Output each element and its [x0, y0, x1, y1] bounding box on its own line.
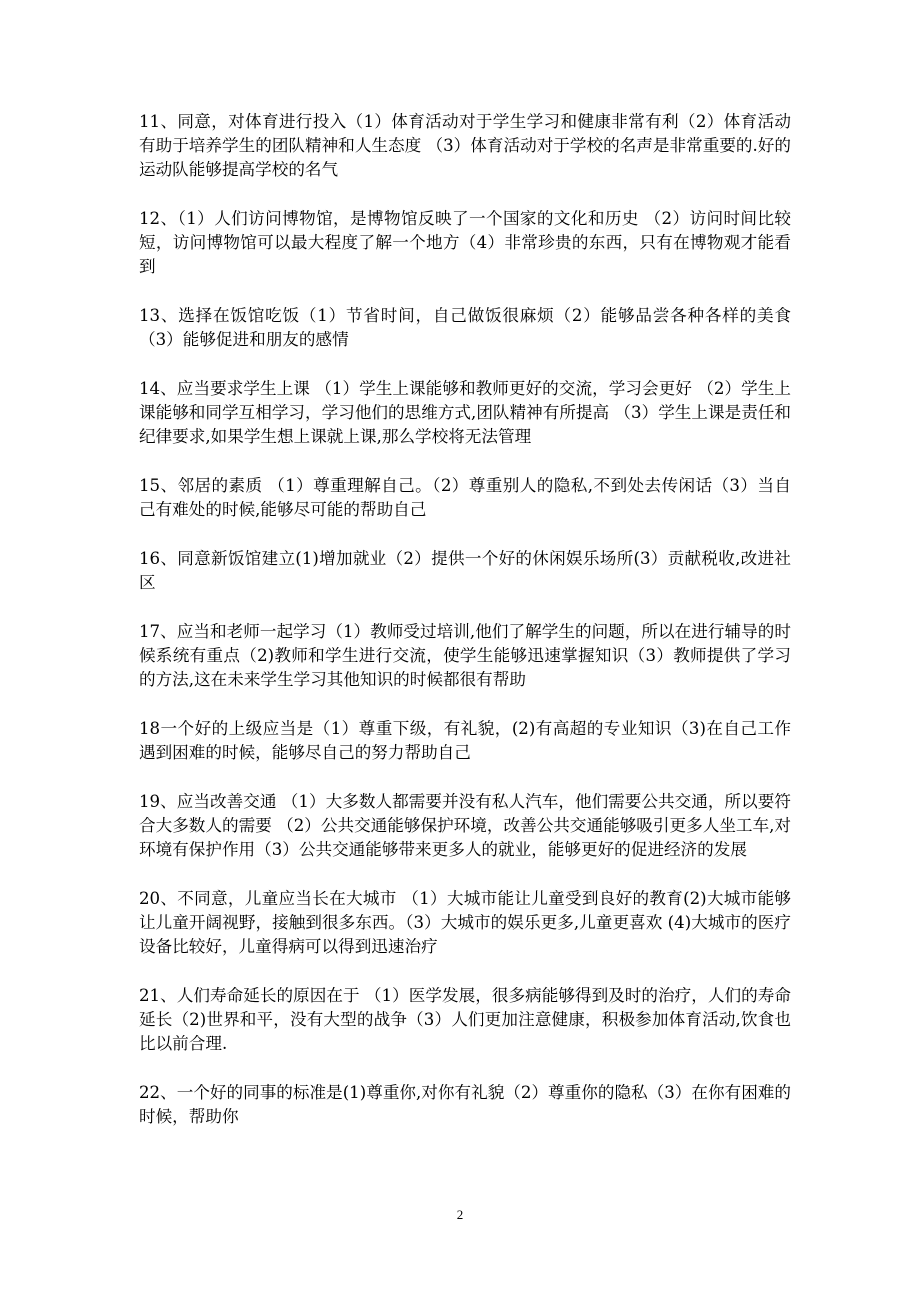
paragraph-item-12: 12、（1）人们访问博物馆，是博物馆反映了一个国家的文化和历史 （2）访问时间比较短，访问博物馆可以最大程度了解一个地方（4）非常珍贵的东西，只有在博物观才能看到	[139, 209, 791, 276]
paragraph-item-19: 19、应当改善交通 （1）大多数人都需要并没有私人汽车，他们需要公共交通，所以要符合大多数人的需要 （2）公共交通能够保护环境，改善公共交通能够吸引更多人坐工车,对环境有保护作用（3）公共交通能够带来更多人的就业，能够更好的促进经济的发展	[139, 792, 791, 859]
paragraph-item-18: 18一个好的上级应当是（1）尊重下级，有礼貌，(2)有高超的专业知识（3)在自己工作遇到困难的时候，能够尽自己的努力帮助自己	[139, 719, 791, 762]
paragraph-item-17: 17、应当和老师一起学习（1）教师受过培训,他们了解学生的问题，所以在进行辅导的时候系统有重点（2)教师和学生进行交流，使学生能够迅速掌握知识（3）教师提供了学习的方法,这在未来学生学习其他知识的时候都很有帮助	[139, 622, 791, 689]
paragraph-item-11: 11、同意，对体育进行投入（1）体育活动对于学生学习和健康非常有利（2）体育活动有助于培养学生的团队精神和人生态度 （3）体育活动对于学校的名声是非常重要的.好的运动队能够提高学校的名气	[139, 112, 791, 179]
paragraph-item-13: 13、选择在饭馆吃饭（1）节省时间，自己做饭很麻烦（2）能够品尝各种各样的美食（3）能够促进和朋友的感情	[139, 306, 791, 349]
paragraph-item-14: 14、应当要求学生上课 （1）学生上课能够和教师更好的交流，学习会更好 （2）学生上课能够和同学互相学习，学习他们的思维方式,团队精神有所提高 （3）学生上课是责任和纪律要求,如果学生想上课就上课,那么学校将无法管理	[139, 379, 791, 446]
paragraph-item-15: 15、邻居的素质 （1）尊重理解自己。（2）尊重别人的隐私,不到处去传闲话（3）当自己有难处的时候,能够尽可能的帮助自己	[139, 476, 791, 519]
paragraph-item-21: 21、人们寿命延长的原因在于 （1）医学发展，很多病能够得到及时的治疗，人们的寿命延长（2)世界和平，没有大型的战争（3）人们更加注意健康，积极参加体育活动,饮食也比以前合理.	[139, 986, 791, 1053]
paragraph-item-16: 16、同意新饭馆建立(1)增加就业（2）提供一个好的休闲娱乐场所(3）贡献税收,改进社区	[139, 549, 791, 592]
paragraph-item-20: 20、不同意，儿童应当长在大城市 （1）大城市能让儿童受到良好的教育(2)大城市能够让儿童开阔视野，接触到很多东西。（3）大城市的娱乐更多,儿童更喜欢 (4)大城市的医疗设备比较好，儿童得病可以得到迅速治疗	[139, 889, 791, 956]
document-body	[139, 110, 791, 1154]
paragraph-item-22: 22、一个好的同事的标准是(1)尊重你,对你有礼貌（2）尊重你的隐私（3）在你有困难的时候，帮助你	[139, 1083, 791, 1126]
page-number: 2	[456, 1207, 464, 1222]
